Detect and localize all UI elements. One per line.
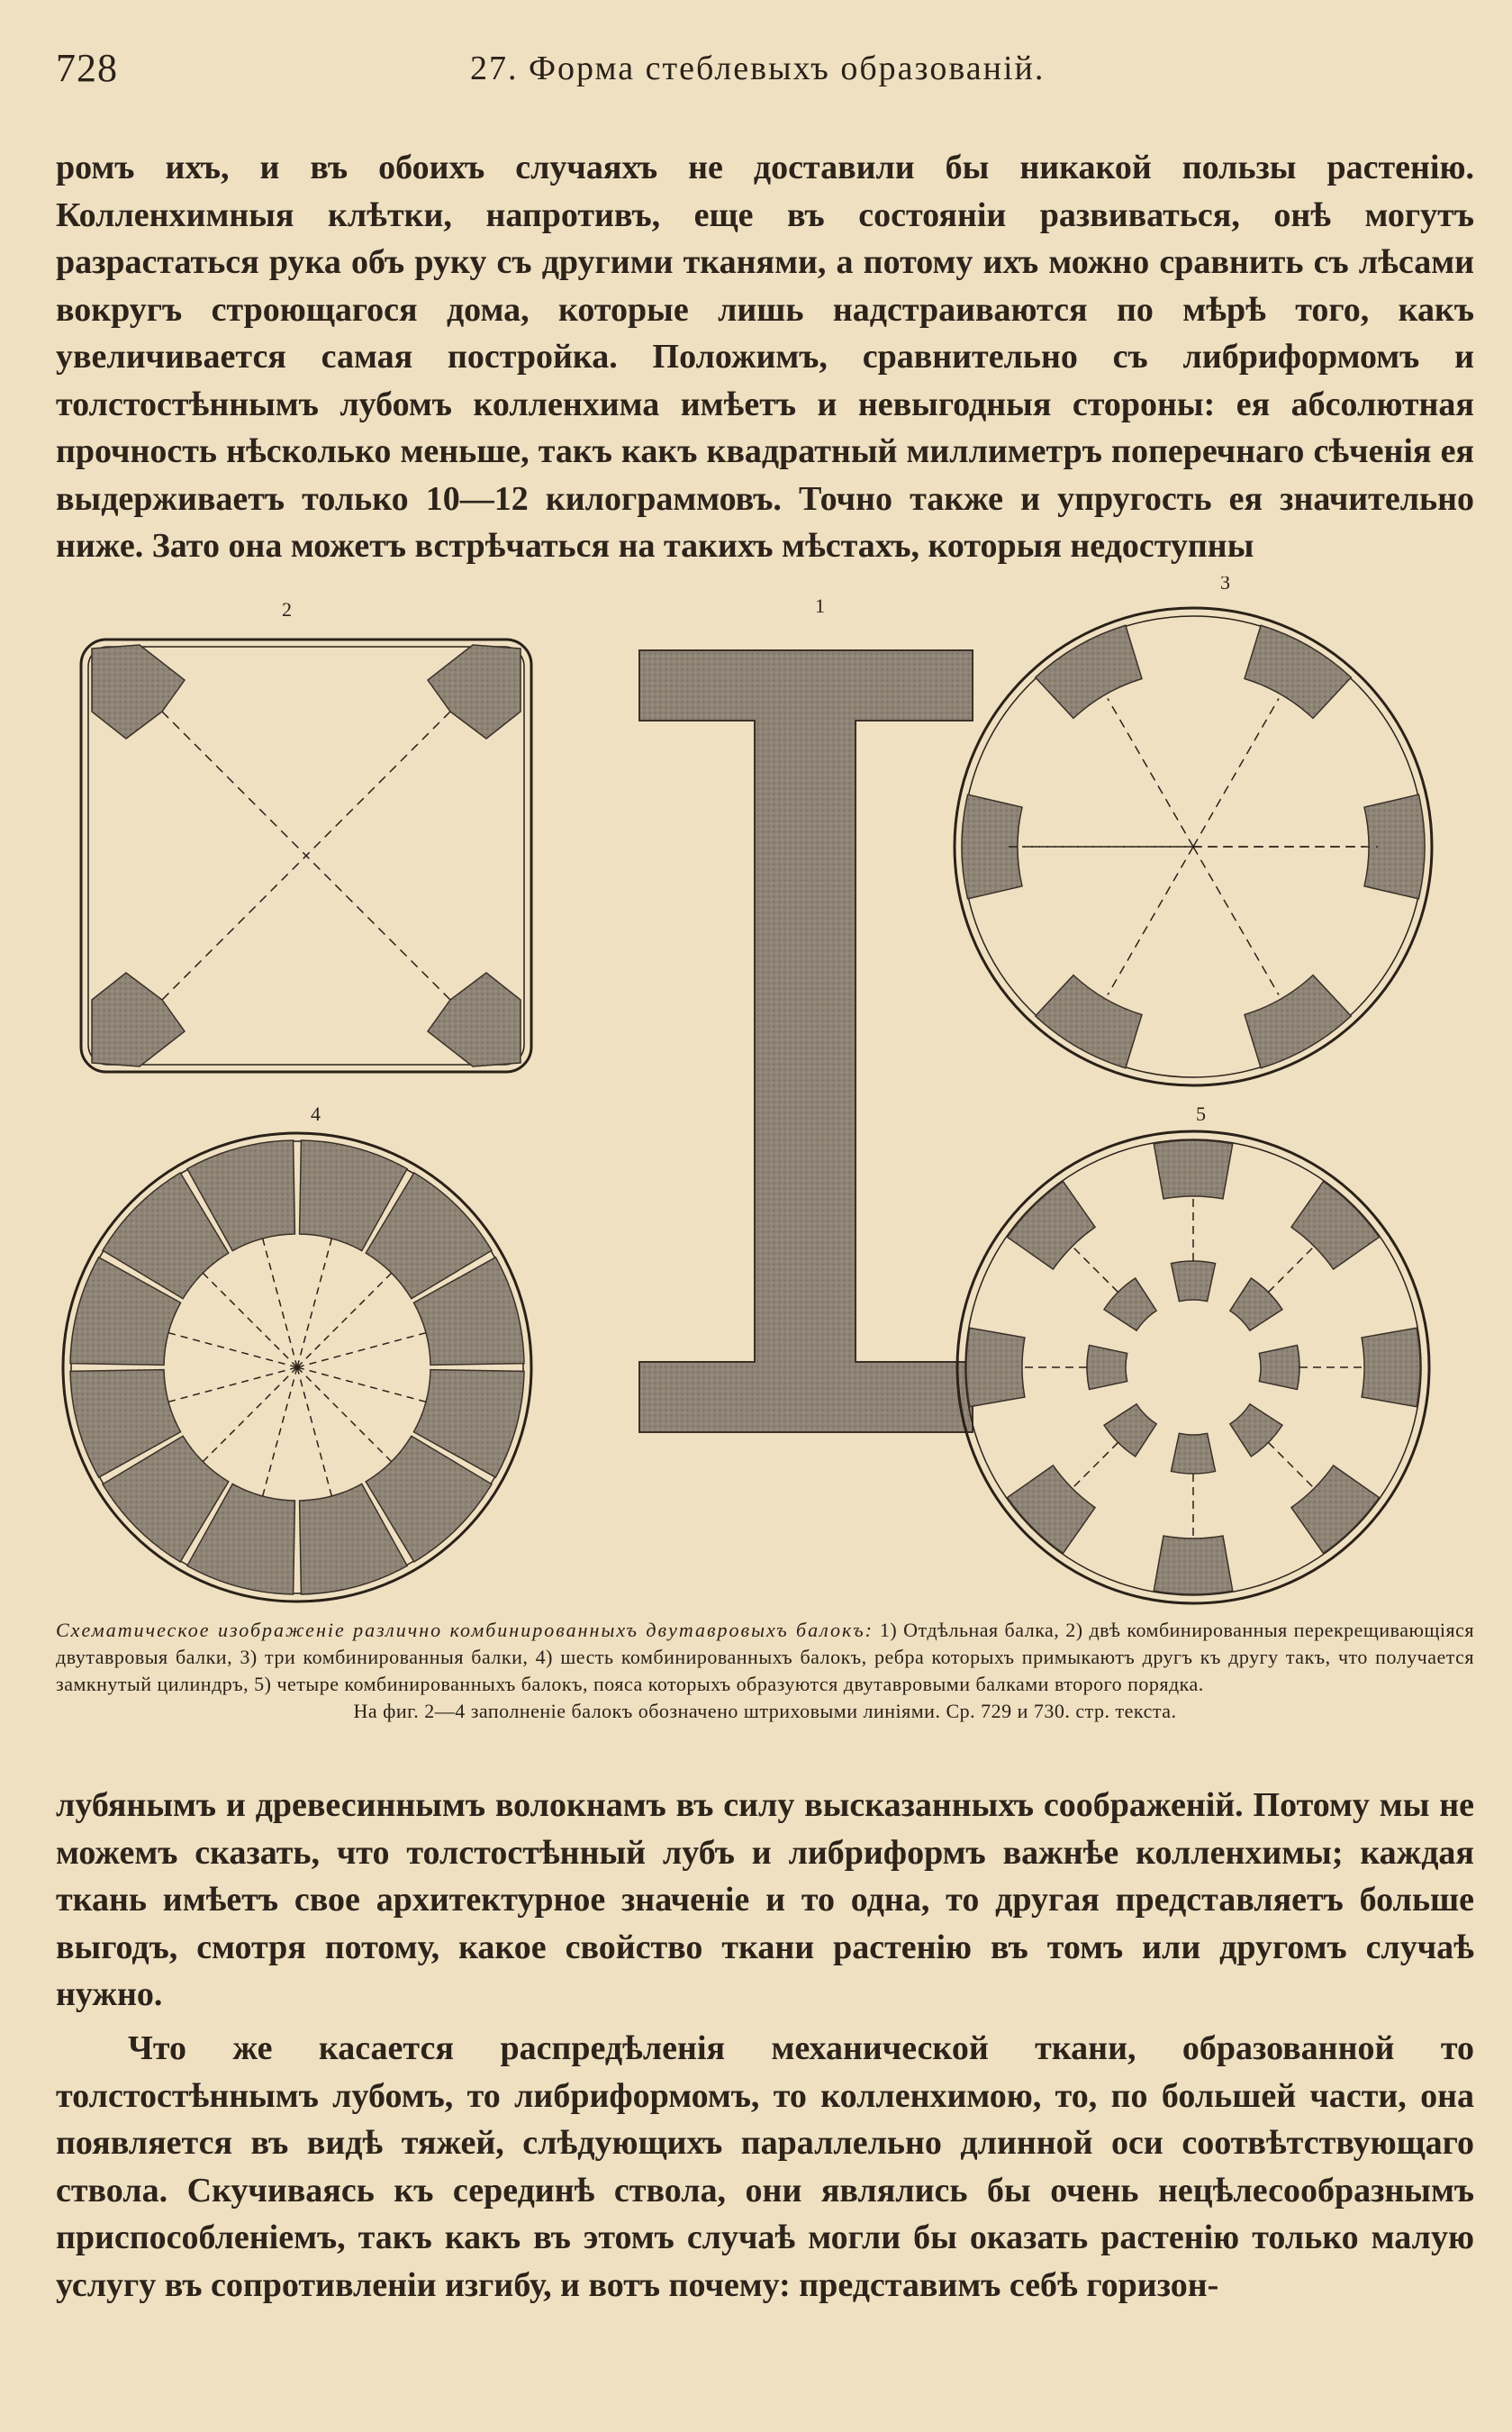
outer-flange (1008, 1182, 1095, 1269)
fig5-second-order-beams (957, 1131, 1429, 1603)
running-title: 27. Форма стеблевыхъ образованій. (470, 50, 1046, 87)
fig-label-5: 5 (1196, 1103, 1206, 1125)
fill-hatch-line (203, 1273, 297, 1367)
caption-last-line: На фиг. 2—4 заполненіе балокъ обозначено штриховыми линіями. Ср. 729 и 730. стр. текста. (353, 1700, 1177, 1722)
fill-hatch-line (168, 1333, 297, 1367)
outer-flange (1154, 1140, 1233, 1199)
fill-hatch-line (1108, 698, 1193, 847)
beam-flange (1245, 625, 1351, 718)
fill-hatch-line (1268, 1442, 1314, 1488)
beam-flange (1036, 976, 1142, 1068)
inner-flange (1230, 1404, 1282, 1456)
fill-hatch-line (1108, 847, 1193, 995)
fill-hatch-line (297, 1273, 392, 1367)
fill-hatch-line (1073, 1442, 1118, 1488)
fill-hatch-line (1193, 698, 1279, 847)
beam-diagrams-svg (54, 576, 1477, 1612)
caption-body: 1) Отдѣльная балка, 2) двѣ комбинированныя перекрещивающіяся двутавровыя балки, 3) три комбинированныя балки, 4) шесть комбинированныхъ балокъ, ребра которыхъ примыкаютъ другъ къ другу такъ, что получается замкнутый цилиндръ, 5) четыре комбинированныхъ балокъ, пояса которыхъ образуются двутавровыми балками второго порядка. (56, 1619, 1475, 1695)
fig-label-4: 4 (311, 1103, 321, 1125)
paragraph: Что же касается распредѣленія механической ткани, образованной то толстостѣннымъ лубомъ, то либриформомъ, то колленхимою, то, по большей части, она появляется въ видѣ тяжей, слѣдующихъ параллельно длинной оси соотвѣтствующаго ствола. Скучиваясь къ серединѣ ствола, они являлись бы очень нецѣлесообразнымъ приспособленіемъ, такъ какъ въ этомъ случаѣ могли бы оказать растенію только малую услугу въ сопротивленіи изгибу, и вотъ почему: представимъ себѣ горизон- (56, 2029, 1474, 2304)
figure-beam-diagrams (54, 576, 1477, 1612)
fill-hatch-line (263, 1367, 297, 1496)
beam-flange (1036, 625, 1142, 718)
outer-flange (1008, 1466, 1095, 1553)
caption-lead: Схематическое изображеніе различно комбинированныхъ двутавровыхъ балокъ: (56, 1619, 874, 1641)
outer-flange (966, 1328, 1025, 1407)
fig1-i-beam (639, 650, 973, 1432)
page-header (56, 45, 1474, 99)
fig-label-1: 1 (815, 594, 825, 617)
fill-hatch-line (1073, 1247, 1118, 1293)
paragraph: ромъ ихъ, и въ обоихъ случаяхъ не доставили бы никакой пользы растенію. Колленхимныя клѣтки, напротивъ, еще въ состояніи развиваться, онѣ могутъ разрастаться рука объ руку съ другими тканями, а потому ихъ можно сравнить съ лѣсами вокругъ строющагося дома, которые лишь надстраиваются по мѣрѣ того, какъ увеличивается самая постройка. Положимъ, сравнительно съ либриформомъ и толстостѣннымъ лубомъ колленхима имѣетъ и невыгодныя стороны: ея абсолютная прочность нѣсколько меньше, такъ какъ квадратный миллиметръ поперечнаго сѣченія ея выдерживаетъ только 10—12 килограммовъ. Точно также и упругость ея значительно ниже. Зато она можетъ встрѣчаться на такихъ мѣстахъ, которыя недоступны (56, 149, 1474, 565)
fill-hatch-line (297, 1367, 426, 1402)
inner-flange (1171, 1261, 1215, 1302)
fill-hatch-line (297, 1333, 426, 1367)
fill-hatch-line (203, 1367, 297, 1462)
fill-hatch-line (1268, 1247, 1314, 1293)
fill-hatch-line (297, 1239, 331, 1367)
outer-flange (1154, 1536, 1233, 1594)
fig-label-2: 2 (282, 598, 292, 621)
beam-flange (1364, 794, 1425, 899)
fill-hatch-line (297, 1367, 331, 1496)
outer-flange (1291, 1182, 1379, 1269)
outer-flange (1291, 1466, 1379, 1553)
fill-hatch-line (297, 1367, 392, 1462)
fill-hatch-line (263, 1239, 297, 1367)
fig3-three-beams (955, 608, 1432, 1085)
page-number: 728 (56, 46, 118, 90)
inner-flange (1104, 1278, 1156, 1330)
fig-label-3: 3 (1220, 576, 1230, 594)
inner-flange (1087, 1345, 1127, 1389)
beam-flange (1245, 976, 1351, 1068)
outer-flange (1362, 1328, 1420, 1407)
figure-caption (56, 1617, 1474, 1725)
inner-flange (1104, 1404, 1156, 1456)
fig4-closed-cylinder (63, 1133, 531, 1602)
inner-flange (1259, 1345, 1299, 1389)
inner-flange (1230, 1278, 1282, 1330)
paragraph: лубянымъ и древесиннымъ волокнамъ въ силу высказанныхъ соображеній. Потому мы не можемъ сказать, что толстостѣнный лубъ и либриформъ важнѣе колленхимы; каждая ткань имѣетъ свое архитектурное значеніе и то одна, то другая представляетъ больше выгодъ, смотря потому, какое свойство ткани растенію въ томъ или другомъ случаѣ нужно. (56, 1786, 1474, 2013)
fill-hatch-line (1193, 847, 1279, 995)
inner-flange (1171, 1433, 1215, 1474)
fill-hatch-line (168, 1367, 297, 1402)
fig2-crossed-beams (81, 640, 531, 1072)
